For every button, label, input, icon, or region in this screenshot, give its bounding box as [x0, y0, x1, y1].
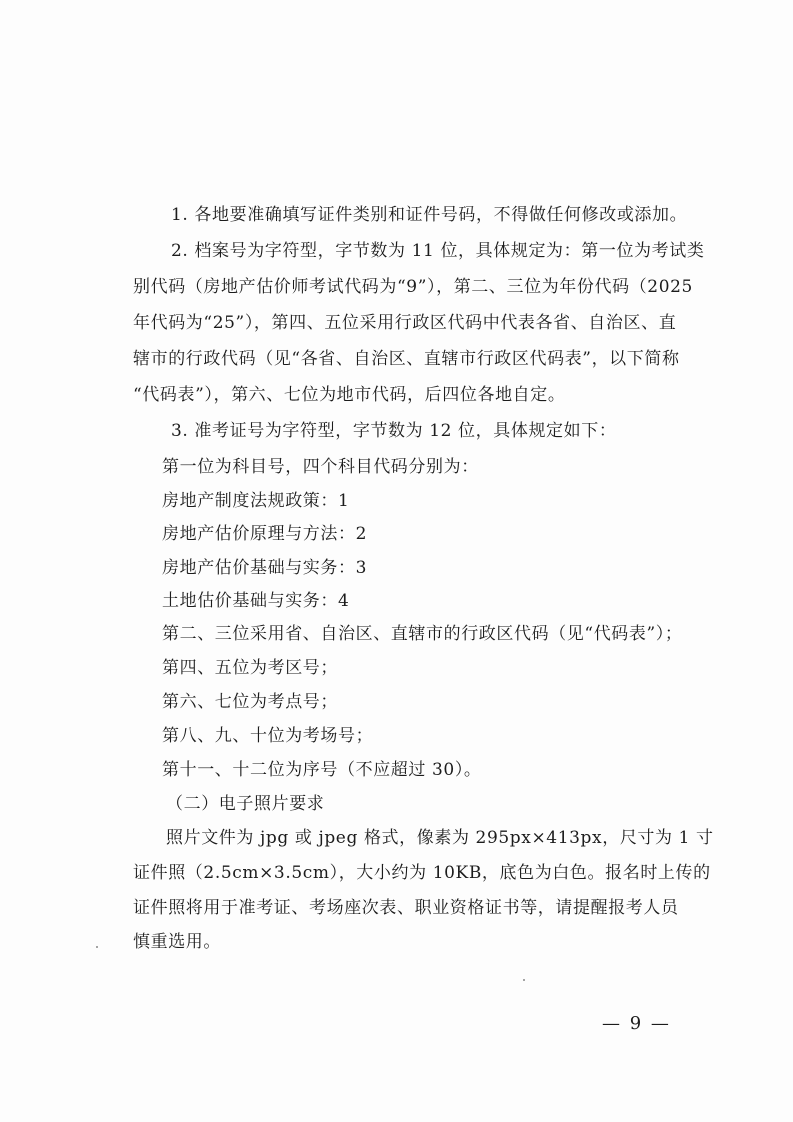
paragraph-line: 证件照将用于准考证、考场座次表、职业资格证书等，请提醒报考人员	[133, 898, 679, 918]
paragraph-line: 证件照（2.5cm×3.5cm），大小约为 10KB，底色为白色。报名时上传的	[133, 863, 711, 883]
paragraph-line: 房地产制度法规政策：1	[162, 491, 350, 511]
paragraph-line: 2. 档案号为字符型，字节数为 11 位，具体规定为：第一位为考试类	[171, 241, 705, 261]
paragraph-line: 土地估价基础与实务：4	[162, 591, 350, 611]
scan-speck	[96, 946, 98, 948]
paragraph-line: 3. 准考证号为字符型，字节数为 12 位，具体规定如下：	[171, 421, 617, 441]
paragraph-line: 年代码为“25”），第四、五位采用行政区代码中代表各省、自治区、直	[133, 313, 677, 333]
paragraph-line: 房地产估价原理与方法：2	[162, 524, 368, 544]
paragraph-line: 慎重选用。	[133, 932, 221, 952]
paragraph-line: 第八、九、十位为考场号；	[162, 726, 374, 746]
scan-speck	[523, 979, 525, 981]
paragraph-line: 第二、三位采用省、自治区、直辖市的行政区代码（见“代码表”）；	[162, 624, 683, 644]
paragraph-line: “代码表”），第六、七位为地市代码，后四位各地自定。	[133, 385, 566, 405]
paragraph-line: 第四、五位为考区号；	[162, 658, 338, 678]
paragraph-line: 辖市的行政代码（见“各省、自治区、直辖市行政区代码表”，以下简称	[133, 349, 680, 369]
section-heading: （二）电子照片要求	[166, 794, 325, 814]
paragraph-line: 1. 各地要准确填写证件类别和证件号码，不得做任何修改或添加。	[171, 205, 688, 225]
paragraph-line: 第一位为科目号，四个科目代码分别为：	[162, 457, 479, 477]
paragraph-line: 别代码（房地产估价师考试代码为“9”），第二、三位为年份代码（2025	[133, 277, 693, 297]
paragraph-line: 照片文件为 jpg 或 jpeg 格式，像素为 295px×413px，尺寸为 1 寸	[166, 828, 714, 848]
paragraph-line: 第十一、十二位为序号（不应超过 30）。	[162, 760, 482, 780]
page-number: — 9 —	[602, 1013, 671, 1034]
paragraph-line: 房地产估价基础与实务：3	[162, 558, 368, 578]
paragraph-line: 第六、七位为考点号；	[162, 692, 338, 712]
